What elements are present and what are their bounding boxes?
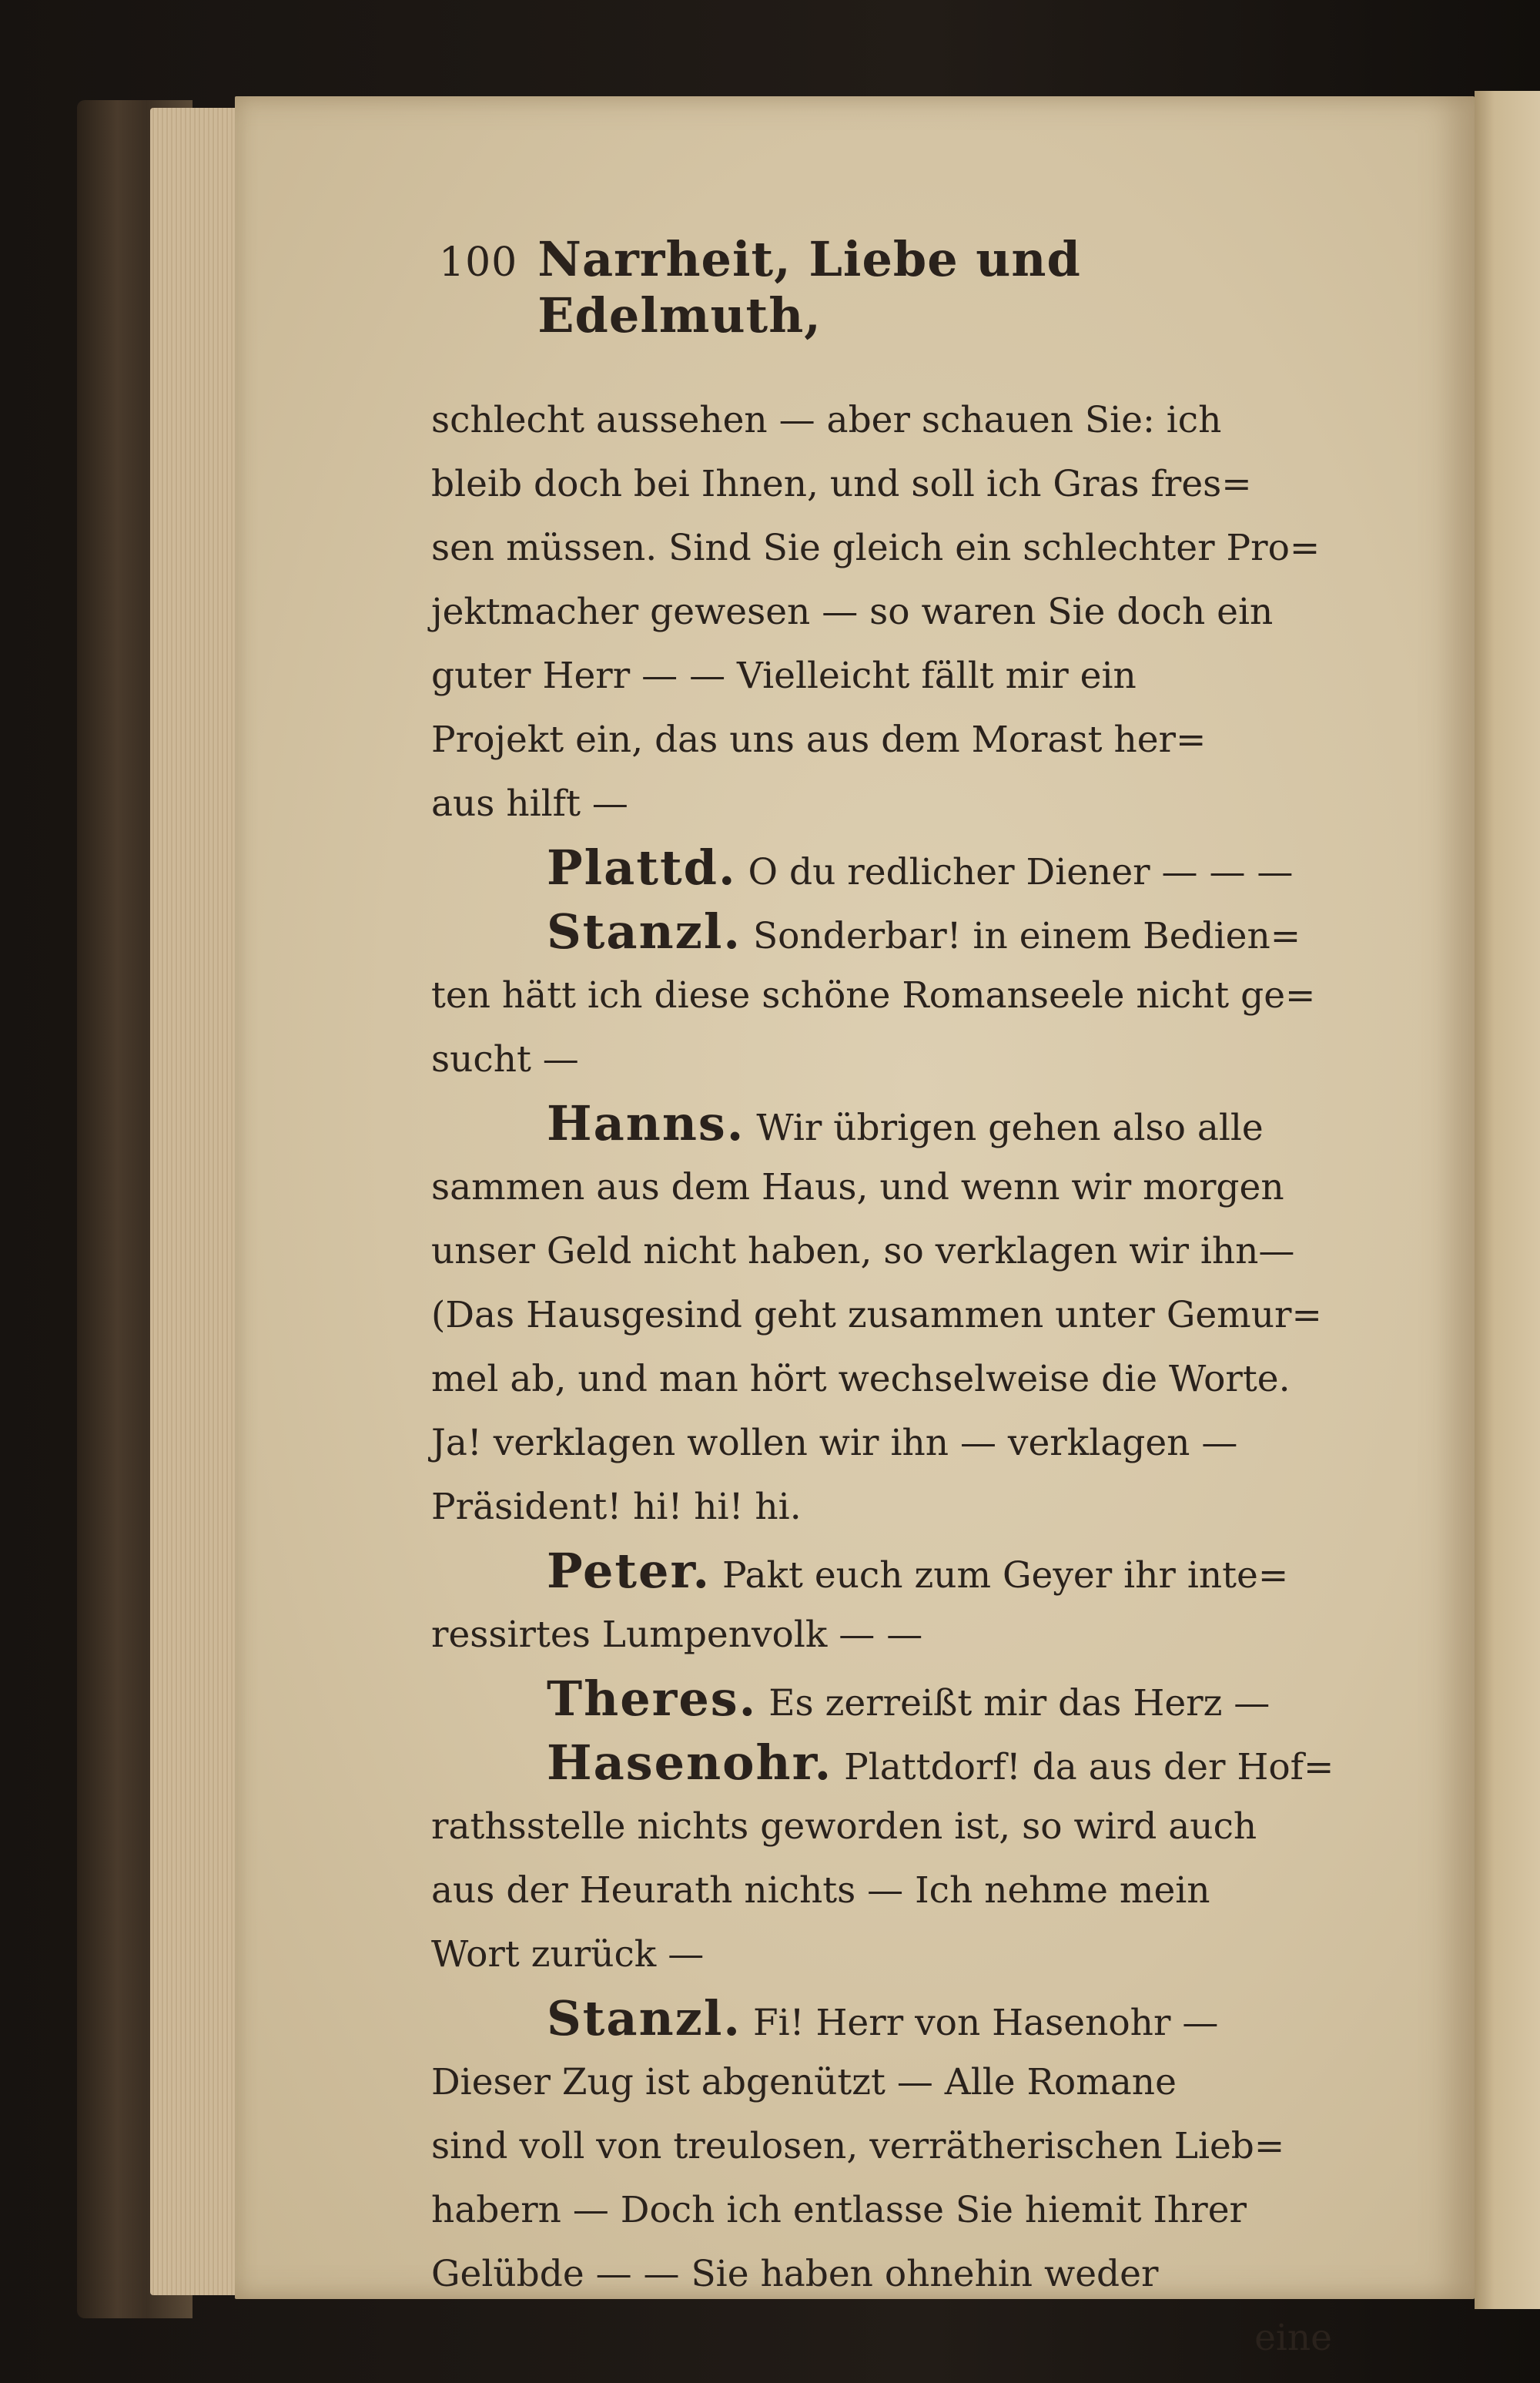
text-line: Gelübde — — Sie haben ohnehin weder [431,2253,1159,2295]
text-line: Projekt ein, das uns aus dem Morast her= [431,719,1207,761]
speech-text: Wir übrigen gehen also alle [756,1107,1264,1149]
text-line: habern — Doch ich entlasse Sie hiemit Ihrer [431,2189,1247,2231]
speech-first-line [431,836,1378,900]
speech-text: Pakt euch zum Geyer ihr inte= [722,1554,1289,1597]
speech-text: Plattdorf! da aus der Hof= [844,1746,1334,1788]
text-line: jektmacher gewesen — so waren Sie doch ein [431,591,1274,633]
speech-first-line [431,1667,1378,1731]
text-line: guter Herr — — Vielleicht fällt mir ein [431,655,1137,697]
running-title: Narrheit, Liebe und Edelmuth, [537,231,1081,344]
page-number: 100 [439,240,518,286]
speech-first-line [431,900,1378,964]
text-line: Dieser Zug ist abgenützt — Alle Romane [431,2061,1177,2103]
text-line: schlecht aussehen — aber schauen Sie: ich [431,399,1222,441]
text-line: sucht — [431,1038,579,1081]
speaker-name: Hasenohr. [547,1734,833,1791]
speech-text: O du redlicher Diener — — — [748,851,1294,893]
speech-first-line [431,1986,1378,2050]
text-line: Ja! verklagen wollen wir ihn — verklagen — [431,1422,1238,1464]
page-text [431,231,1378,2370]
speaker-name: Stanzl. [547,903,742,960]
catchword: eine [1254,2317,1332,2359]
text-line: Präsident! hi! hi! hi. [431,1486,802,1528]
speech-text: Sonderbar! in einem Bedien= [752,915,1301,957]
text-line: sammen aus dem Haus, und wenn wir morgen [431,1166,1284,1208]
text-line: sen müssen. Sind Sie gleich ein schlechter Pro= [431,527,1321,569]
speech-text: Fi! Herr von Hasenohr — [752,2002,1219,2044]
speaker-name: Theres. [547,1671,758,1727]
speech-text: Es zerreißt mir das Herz — [768,1682,1270,1724]
stage-direction-line: (Das Hausgesind geht zusammen unter Gemur= [431,1294,1322,1336]
speech-first-line [431,1091,1378,1155]
text-line: Wort zurück — [431,1933,705,1976]
text-line: sind voll von treulosen, verrätherischen Lieb= [431,2125,1285,2167]
text-line: aus hilft — [431,783,628,825]
speaker-name: Stanzl. [547,1990,742,2046]
speech-first-line [431,1539,1378,1603]
page-edges [150,108,243,2295]
text-line: unser Geld nicht haben, so verklagen wir ihn— [431,1230,1295,1272]
speech-first-line [431,1731,1378,1795]
speaker-name: Hanns. [547,1095,745,1151]
speaker-name: Plattd. [547,840,737,896]
speaker-name: Peter. [547,1543,711,1599]
text-line: aus der Heurath nichts — Ich nehme mein [431,1869,1210,1912]
text-line: ten hätt ich diese schöne Romanseele nicht ge= [431,974,1316,1017]
next-page-edge [1475,91,1540,2309]
running-header [439,231,1378,344]
text-line: rathsstelle nichts geworden ist, so wird auch [431,1805,1257,1848]
text-line: ressirtes Lumpenvolk — — [431,1614,923,1656]
stage-direction-line: mel ab, und man hört wechselweise die Worte. [431,1358,1291,1400]
text-line: bleib doch bei Ihnen, und soll ich Gras fres= [431,463,1252,505]
